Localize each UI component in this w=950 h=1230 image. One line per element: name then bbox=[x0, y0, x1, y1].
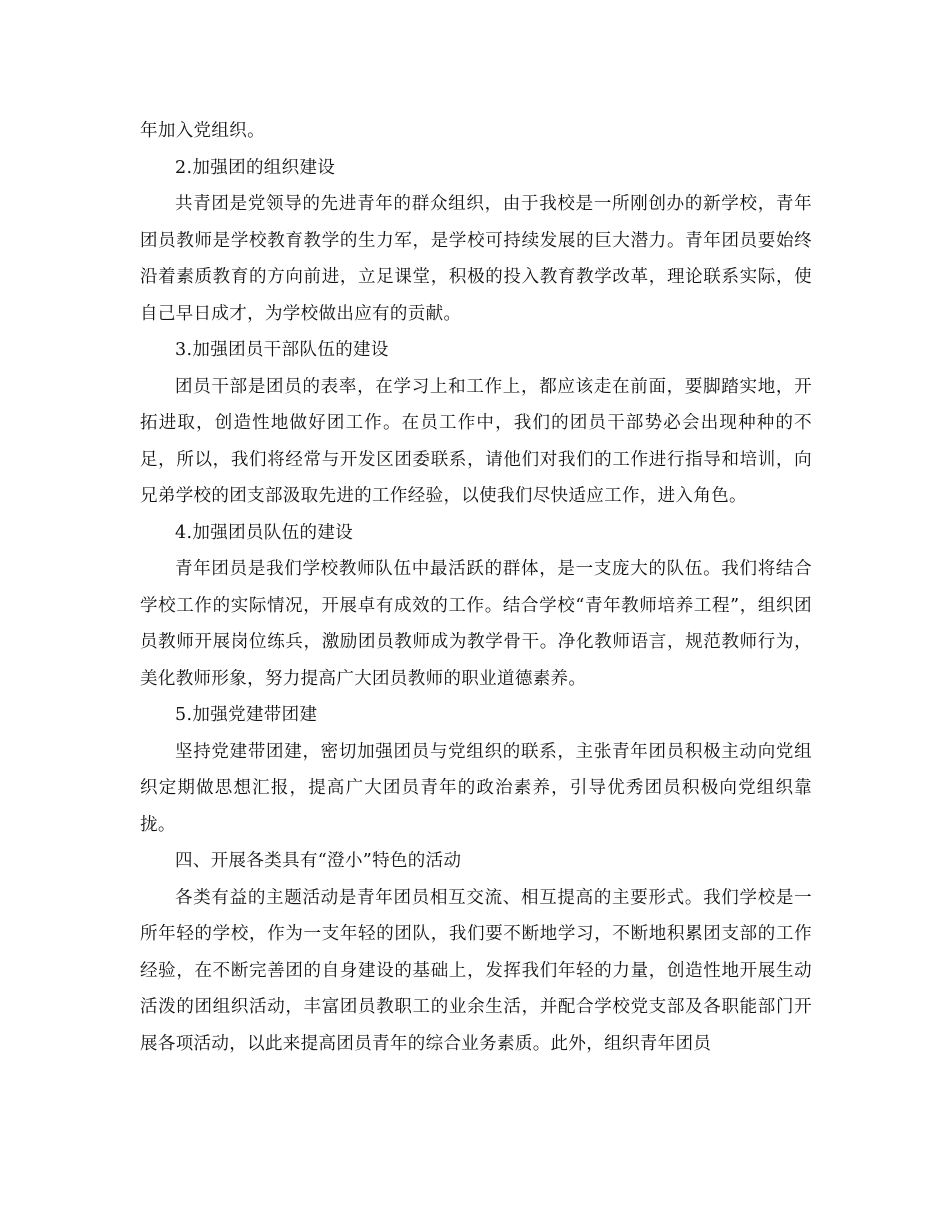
paragraph-7: 青年团员是我们学校教师队伍中最活跃的群体，是一支庞大的队伍。我们将结合学校工作的实际情况，开展卓有成效的工作。结合学校“青年教师培养工程”，组织团员教师开展岗位练兵，激励团员教师成为教学骨干。净化教师语言，规范教师行为，美化教师形象，努力提高广大团员教师的职业道德素养。 bbox=[140, 559, 812, 689]
paragraph-2: 2.加强团的组织建设 bbox=[175, 157, 336, 178]
paragraph-11: 各类有益的主题活动是青年团员相互交流、相互提高的主要形式。我们学校是一所年轻的学校，作为一支年轻的团队，我们要不断地学习，不断地积累团支部的工作经验，在不断完善团的自身建设的基础上，发挥我们年轻的力量，创造性地开展生动活泼的团组织活动，丰富团员教职工的业余生活，并配合学校党支部及各职能部门开展各项活动，以此来提高团员青年的综合业务素质。此外，组织青年团员 bbox=[140, 887, 812, 1054]
paragraph-3: 共青团是党领导的先进青年的群众组织，由于我校是一所刚创办的新学校，青年团员教师是学校教育教学的生力军，是学校可持续发展的巨大潜力。青年团员要始终沿着素质教育的方向前进，立足课堂，积极的投入教育教学改革，理论联系实际，使自己早日成才，为学校做出应有的贡献。 bbox=[140, 194, 812, 324]
paragraph-1: 年加入党组织。 bbox=[140, 121, 265, 141]
document-body bbox=[140, 113, 812, 1062]
paragraph-10: 四、开展各类具有“澄小”特色的活动 bbox=[175, 851, 462, 871]
paragraph-6: 4.加强团员队伍的建设 bbox=[175, 522, 354, 543]
paragraph-8: 5.加强党建带团建 bbox=[175, 705, 318, 725]
paragraph-5: 团员干部是团员的表率，在学习上和工作上，都应该走在前面，要脚踏实地，开拓进取，创造性地做好团工作。在员工作中，我们的团员干部势必会出现种种的不足，所以，我们将经常与开发区团委联系，请他们对我们的工作进行指导和培训，向兄弟学校的团支部汲取先进的工作经验，以使我们尽快适应工作，进入角色。 bbox=[140, 376, 812, 506]
paragraph-9: 坚持党建带团建，密切加强团员与党组织的联系，主张青年团员积极主动向党组织定期做思想汇报，提高广大团员青年的政治素养，引导优秀团员积极向党组织靠拢。 bbox=[140, 741, 812, 835]
paragraph-4: 3.加强团员干部队伍的建设 bbox=[175, 340, 389, 360]
